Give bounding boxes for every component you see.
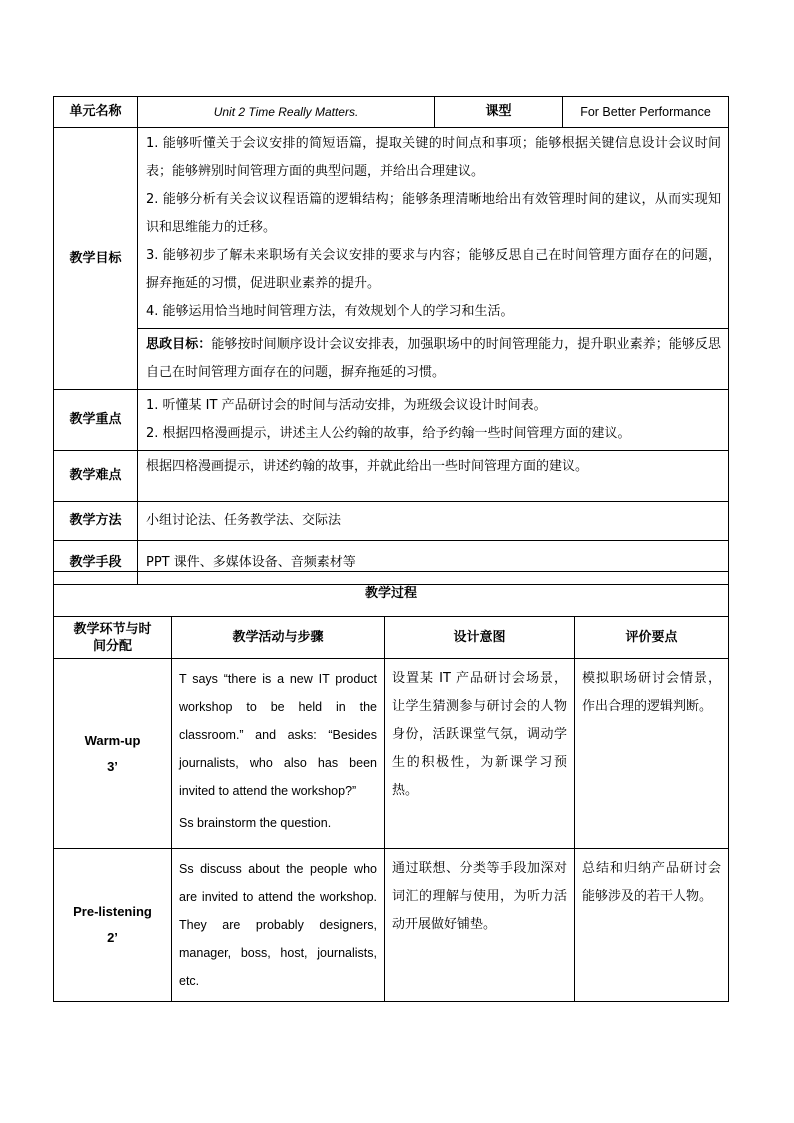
difficulties-label: 教学难点 (54, 451, 138, 502)
objective-item: 1. 能够听懂关于会议安排的简短语篇，提取关键的时间点和事项；能够根据关键信息设计会议时间表；能够辨别时间管理方面的典型问题，并给出合理建议。 (146, 136, 721, 179)
difficulties-text: 根据四格漫画提示，讲述约翰的故事，并就此给出一些时间管理方面的建议。 (138, 451, 729, 502)
header-intent: 设计意图 (385, 617, 575, 659)
header-stage: 教学环节与时间分配 (54, 617, 172, 659)
stage-name: Pre-listening (73, 904, 152, 919)
activity-cell (172, 659, 385, 849)
unit-row (54, 97, 729, 128)
ideology-cell (138, 329, 729, 390)
table-row (54, 659, 729, 849)
unit-title: Unit 2 Time Really Matters. (138, 97, 435, 128)
activity-text: T says “there is a new IT product workshop to be held in the classroom.” and asks: “Besides journalists, who also has been invited to attend the workshop?” (179, 672, 377, 798)
type-label: 课型 (435, 97, 563, 128)
activity-cell (172, 849, 385, 1002)
type-value: For Better Performance (563, 97, 729, 128)
key-points-label: 教学重点 (54, 390, 138, 451)
process-table (53, 571, 729, 1002)
table-row (54, 849, 729, 1002)
means-label: 教学手段 (54, 541, 138, 585)
evaluation-cell: 总结和归纳产品研讨会能够涉及的若干人物。 (575, 849, 729, 1002)
evaluation-cell: 模拟职场研讨会情景，作出合理的逻辑判断。 (575, 659, 729, 849)
intent-cell: 设置某 IT 产品研讨会场景，让学生猜测参与研讨会的人物身份，活跃课堂气氛，调动学生的积极性，为新课学习预热。 (385, 659, 575, 849)
stage-time: 2’ (107, 930, 118, 945)
lesson-info-table (53, 96, 729, 585)
activity-text: Ss discuss about the people who are invited to attend the workshop. They are probably designers, manager, boss, host, journalists, etc. (179, 862, 377, 988)
methods-text: 小组讨论法、任务教学法、交际法 (138, 502, 729, 541)
activity-text-2: Ss brainstorm the question. (179, 816, 332, 830)
objective-item: 2. 能够分析有关会议议程语篇的逻辑结构；能够条理清晰地给出有效管理时间的建议，从而实现知识和思维能力的迁移。 (146, 192, 721, 235)
ideology-row (54, 329, 729, 390)
methods-row (54, 502, 729, 541)
objectives-label: 教学目标 (54, 128, 138, 390)
stage-time: 3’ (107, 758, 118, 774)
header-evaluation: 评价要点 (575, 617, 729, 659)
objective-item: 3. 能够初步了解未来职场有关会议安排的要求与内容；能够反思自己在时间管理方面存在的问题，摒弃拖延的习惯，促进职业素养的提升。 (146, 248, 721, 291)
stage-name: Warm-up (84, 732, 141, 748)
process-header-row (54, 617, 729, 659)
stage-cell (54, 849, 172, 1002)
objective-item: 4. 能够运用恰当地时间管理方法，有效规划个人的学习和生活。 (146, 304, 514, 319)
objectives-row (54, 128, 729, 329)
key-points-list (138, 390, 729, 451)
key-points-row (54, 390, 729, 451)
stage-cell (54, 659, 172, 849)
ideology-text: 能够按时间顺序设计会议安排表，加强职场中的时间管理能力，提升职业素养；能够反思自己在时间管理方面存在的问题，摒弃拖延的习惯。 (146, 337, 721, 380)
means-text: PPT 课件、多媒体设备、音频素材等 (138, 541, 729, 585)
process-title: 教学过程 (54, 572, 729, 617)
objectives-list (138, 128, 729, 329)
difficulties-row (54, 451, 729, 502)
key-point-item: 2. 根据四格漫画提示，讲述主人公约翰的故事，给予约翰一些时间管理方面的建议。 (146, 426, 631, 441)
key-point-item: 1. 听懂某 IT 产品研讨会的时间与活动安排，为班级会议设计时间表。 (146, 398, 547, 413)
unit-label: 单元名称 (54, 97, 138, 128)
header-activity: 教学活动与步骤 (172, 617, 385, 659)
process-title-row (54, 572, 729, 617)
intent-cell: 通过联想、分类等手段加深对词汇的理解与使用，为听力活动开展做好铺垫。 (385, 849, 575, 1002)
methods-label: 教学方法 (54, 502, 138, 541)
ideology-label: 思政目标： (146, 337, 212, 352)
